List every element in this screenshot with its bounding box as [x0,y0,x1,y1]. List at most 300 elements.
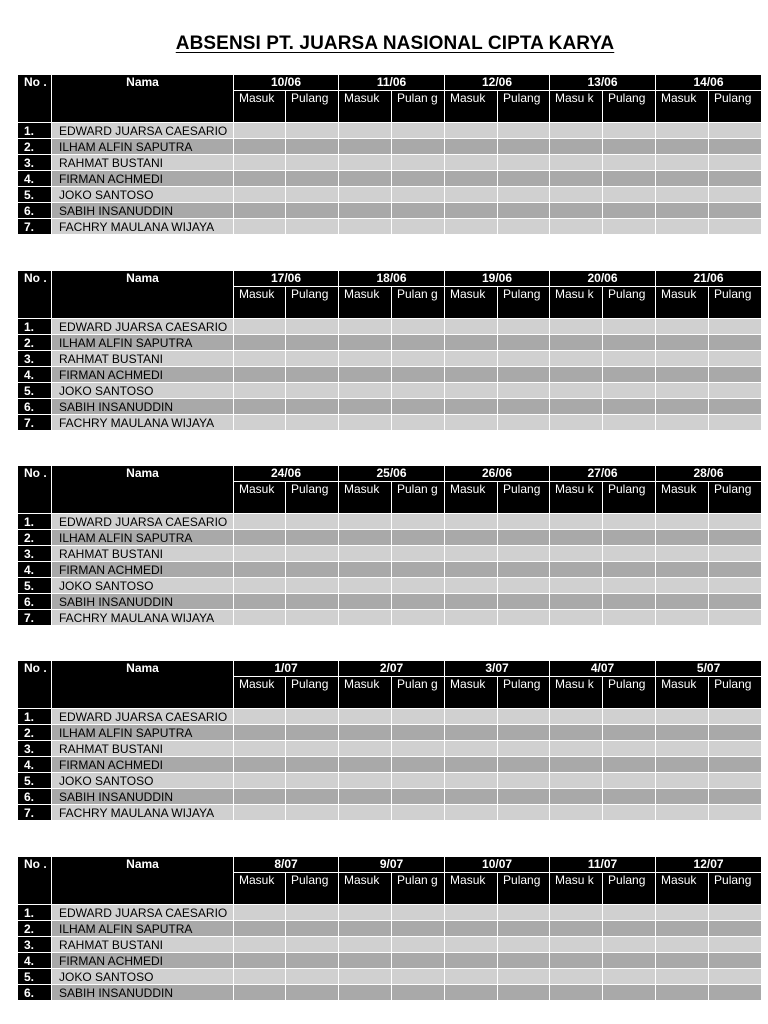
masuk-cell[interactable] [339,139,392,155]
masuk-cell[interactable] [445,709,498,725]
pulang-cell[interactable] [603,123,656,139]
masuk-cell[interactable] [550,773,603,789]
pulang-cell[interactable] [709,725,762,741]
masuk-cell[interactable] [339,123,392,139]
masuk-cell[interactable] [445,155,498,171]
pulang-cell[interactable] [603,773,656,789]
masuk-cell[interactable] [656,155,709,171]
pulang-cell[interactable] [392,757,445,773]
masuk-cell[interactable] [550,578,603,594]
pulang-cell[interactable] [392,805,445,821]
pulang-cell[interactable] [286,335,339,351]
masuk-cell[interactable] [550,789,603,805]
pulang-cell[interactable] [603,319,656,335]
masuk-cell[interactable] [339,171,392,187]
masuk-cell[interactable] [234,383,286,399]
masuk-cell[interactable] [339,789,392,805]
masuk-cell[interactable] [656,139,709,155]
masuk-cell[interactable] [656,741,709,757]
masuk-cell[interactable] [550,985,603,1001]
masuk-cell[interactable] [339,415,392,431]
pulang-cell[interactable] [709,773,762,789]
masuk-cell[interactable] [550,562,603,578]
pulang-cell[interactable] [498,219,550,235]
masuk-cell[interactable] [656,383,709,399]
masuk-cell[interactable] [550,610,603,626]
masuk-cell[interactable] [550,594,603,610]
masuk-cell[interactable] [445,219,498,235]
pulang-cell[interactable] [392,171,445,187]
masuk-cell[interactable] [445,905,498,921]
pulang-cell[interactable] [709,319,762,335]
pulang-cell[interactable] [392,351,445,367]
pulang-cell[interactable] [603,383,656,399]
masuk-cell[interactable] [339,953,392,969]
masuk-cell[interactable] [550,921,603,937]
pulang-cell[interactable] [709,335,762,351]
pulang-cell[interactable] [392,546,445,562]
pulang-cell[interactable] [392,367,445,383]
masuk-cell[interactable] [656,969,709,985]
pulang-cell[interactable] [392,969,445,985]
masuk-cell[interactable] [445,203,498,219]
masuk-cell[interactable] [339,937,392,953]
pulang-cell[interactable] [498,725,550,741]
masuk-cell[interactable] [550,319,603,335]
masuk-cell[interactable] [339,530,392,546]
pulang-cell[interactable] [603,203,656,219]
pulang-cell[interactable] [392,709,445,725]
masuk-cell[interactable] [339,335,392,351]
pulang-cell[interactable] [392,937,445,953]
masuk-cell[interactable] [656,921,709,937]
pulang-cell[interactable] [392,578,445,594]
pulang-cell[interactable] [498,155,550,171]
pulang-cell[interactable] [286,367,339,383]
pulang-cell[interactable] [286,953,339,969]
pulang-cell[interactable] [709,789,762,805]
pulang-cell[interactable] [286,789,339,805]
pulang-cell[interactable] [286,562,339,578]
masuk-cell[interactable] [656,937,709,953]
pulang-cell[interactable] [709,709,762,725]
masuk-cell[interactable] [550,351,603,367]
pulang-cell[interactable] [709,594,762,610]
masuk-cell[interactable] [234,953,286,969]
pulang-cell[interactable] [603,415,656,431]
pulang-cell[interactable] [498,578,550,594]
masuk-cell[interactable] [445,725,498,741]
masuk-cell[interactable] [550,514,603,530]
pulang-cell[interactable] [286,514,339,530]
masuk-cell[interactable] [234,937,286,953]
masuk-cell[interactable] [445,773,498,789]
masuk-cell[interactable] [339,985,392,1001]
masuk-cell[interactable] [550,709,603,725]
masuk-cell[interactable] [550,219,603,235]
pulang-cell[interactable] [392,139,445,155]
masuk-cell[interactable] [550,741,603,757]
pulang-cell[interactable] [286,921,339,937]
masuk-cell[interactable] [339,709,392,725]
pulang-cell[interactable] [392,155,445,171]
pulang-cell[interactable] [286,399,339,415]
pulang-cell[interactable] [709,805,762,821]
masuk-cell[interactable] [234,219,286,235]
masuk-cell[interactable] [550,415,603,431]
masuk-cell[interactable] [656,789,709,805]
pulang-cell[interactable] [498,514,550,530]
pulang-cell[interactable] [603,578,656,594]
masuk-cell[interactable] [445,335,498,351]
pulang-cell[interactable] [392,319,445,335]
masuk-cell[interactable] [550,203,603,219]
masuk-cell[interactable] [339,155,392,171]
masuk-cell[interactable] [656,953,709,969]
masuk-cell[interactable] [234,319,286,335]
masuk-cell[interactable] [550,905,603,921]
masuk-cell[interactable] [550,171,603,187]
masuk-cell[interactable] [656,171,709,187]
pulang-cell[interactable] [709,351,762,367]
pulang-cell[interactable] [709,969,762,985]
pulang-cell[interactable] [286,709,339,725]
masuk-cell[interactable] [339,203,392,219]
masuk-cell[interactable] [656,367,709,383]
pulang-cell[interactable] [498,399,550,415]
masuk-cell[interactable] [339,187,392,203]
masuk-cell[interactable] [339,351,392,367]
masuk-cell[interactable] [445,594,498,610]
masuk-cell[interactable] [445,530,498,546]
pulang-cell[interactable] [498,985,550,1001]
masuk-cell[interactable] [234,187,286,203]
masuk-cell[interactable] [656,187,709,203]
masuk-cell[interactable] [234,709,286,725]
pulang-cell[interactable] [709,546,762,562]
masuk-cell[interactable] [234,969,286,985]
pulang-cell[interactable] [709,415,762,431]
masuk-cell[interactable] [550,530,603,546]
masuk-cell[interactable] [656,319,709,335]
masuk-cell[interactable] [656,985,709,1001]
pulang-cell[interactable] [603,921,656,937]
pulang-cell[interactable] [286,530,339,546]
masuk-cell[interactable] [656,725,709,741]
pulang-cell[interactable] [392,985,445,1001]
pulang-cell[interactable] [392,415,445,431]
pulang-cell[interactable] [286,905,339,921]
masuk-cell[interactable] [234,773,286,789]
pulang-cell[interactable] [392,921,445,937]
pulang-cell[interactable] [286,139,339,155]
pulang-cell[interactable] [392,514,445,530]
pulang-cell[interactable] [709,383,762,399]
masuk-cell[interactable] [656,562,709,578]
masuk-cell[interactable] [339,725,392,741]
pulang-cell[interactable] [286,171,339,187]
pulang-cell[interactable] [392,399,445,415]
masuk-cell[interactable] [445,805,498,821]
masuk-cell[interactable] [445,319,498,335]
pulang-cell[interactable] [709,203,762,219]
pulang-cell[interactable] [498,969,550,985]
masuk-cell[interactable] [339,757,392,773]
masuk-cell[interactable] [656,757,709,773]
pulang-cell[interactable] [709,953,762,969]
pulang-cell[interactable] [498,203,550,219]
masuk-cell[interactable] [234,123,286,139]
masuk-cell[interactable] [234,921,286,937]
masuk-cell[interactable] [234,415,286,431]
pulang-cell[interactable] [286,155,339,171]
masuk-cell[interactable] [550,187,603,203]
masuk-cell[interactable] [234,399,286,415]
pulang-cell[interactable] [603,789,656,805]
masuk-cell[interactable] [234,578,286,594]
pulang-cell[interactable] [392,773,445,789]
masuk-cell[interactable] [550,937,603,953]
pulang-cell[interactable] [498,757,550,773]
masuk-cell[interactable] [339,578,392,594]
pulang-cell[interactable] [498,610,550,626]
pulang-cell[interactable] [392,905,445,921]
pulang-cell[interactable] [498,171,550,187]
pulang-cell[interactable] [286,805,339,821]
pulang-cell[interactable] [498,773,550,789]
pulang-cell[interactable] [286,351,339,367]
masuk-cell[interactable] [339,594,392,610]
pulang-cell[interactable] [603,610,656,626]
masuk-cell[interactable] [445,351,498,367]
pulang-cell[interactable] [603,187,656,203]
masuk-cell[interactable] [656,351,709,367]
pulang-cell[interactable] [709,530,762,546]
pulang-cell[interactable] [603,562,656,578]
pulang-cell[interactable] [392,725,445,741]
masuk-cell[interactable] [234,741,286,757]
pulang-cell[interactable] [498,415,550,431]
pulang-cell[interactable] [498,937,550,953]
masuk-cell[interactable] [445,969,498,985]
pulang-cell[interactable] [603,155,656,171]
masuk-cell[interactable] [550,383,603,399]
masuk-cell[interactable] [339,921,392,937]
pulang-cell[interactable] [392,741,445,757]
pulang-cell[interactable] [498,187,550,203]
masuk-cell[interactable] [339,399,392,415]
masuk-cell[interactable] [234,351,286,367]
pulang-cell[interactable] [603,805,656,821]
masuk-cell[interactable] [339,514,392,530]
masuk-cell[interactable] [339,773,392,789]
masuk-cell[interactable] [234,367,286,383]
pulang-cell[interactable] [498,594,550,610]
pulang-cell[interactable] [498,953,550,969]
masuk-cell[interactable] [550,139,603,155]
masuk-cell[interactable] [234,139,286,155]
pulang-cell[interactable] [498,319,550,335]
masuk-cell[interactable] [656,546,709,562]
masuk-cell[interactable] [656,610,709,626]
pulang-cell[interactable] [709,921,762,937]
pulang-cell[interactable] [603,969,656,985]
masuk-cell[interactable] [339,383,392,399]
masuk-cell[interactable] [339,546,392,562]
masuk-cell[interactable] [445,123,498,139]
pulang-cell[interactable] [603,725,656,741]
masuk-cell[interactable] [445,514,498,530]
pulang-cell[interactable] [286,203,339,219]
masuk-cell[interactable] [339,905,392,921]
masuk-cell[interactable] [445,741,498,757]
pulang-cell[interactable] [498,367,550,383]
pulang-cell[interactable] [392,953,445,969]
masuk-cell[interactable] [550,969,603,985]
pulang-cell[interactable] [392,562,445,578]
masuk-cell[interactable] [656,530,709,546]
pulang-cell[interactable] [498,530,550,546]
masuk-cell[interactable] [656,773,709,789]
masuk-cell[interactable] [550,335,603,351]
masuk-cell[interactable] [445,171,498,187]
pulang-cell[interactable] [392,530,445,546]
pulang-cell[interactable] [603,709,656,725]
pulang-cell[interactable] [603,741,656,757]
masuk-cell[interactable] [656,415,709,431]
masuk-cell[interactable] [550,805,603,821]
masuk-cell[interactable] [550,725,603,741]
pulang-cell[interactable] [709,562,762,578]
masuk-cell[interactable] [234,530,286,546]
masuk-cell[interactable] [656,123,709,139]
masuk-cell[interactable] [445,789,498,805]
pulang-cell[interactable] [498,562,550,578]
masuk-cell[interactable] [445,383,498,399]
pulang-cell[interactable] [603,546,656,562]
pulang-cell[interactable] [498,335,550,351]
masuk-cell[interactable] [445,415,498,431]
masuk-cell[interactable] [445,921,498,937]
pulang-cell[interactable] [286,578,339,594]
masuk-cell[interactable] [445,562,498,578]
pulang-cell[interactable] [392,383,445,399]
pulang-cell[interactable] [709,367,762,383]
pulang-cell[interactable] [498,789,550,805]
masuk-cell[interactable] [550,367,603,383]
pulang-cell[interactable] [709,905,762,921]
masuk-cell[interactable] [234,594,286,610]
masuk-cell[interactable] [656,203,709,219]
pulang-cell[interactable] [498,905,550,921]
masuk-cell[interactable] [445,985,498,1001]
masuk-cell[interactable] [445,139,498,155]
masuk-cell[interactable] [339,562,392,578]
masuk-cell[interactable] [234,789,286,805]
masuk-cell[interactable] [234,985,286,1001]
pulang-cell[interactable] [392,594,445,610]
masuk-cell[interactable] [656,578,709,594]
pulang-cell[interactable] [392,335,445,351]
pulang-cell[interactable] [392,203,445,219]
pulang-cell[interactable] [603,219,656,235]
masuk-cell[interactable] [339,741,392,757]
masuk-cell[interactable] [550,399,603,415]
pulang-cell[interactable] [603,953,656,969]
masuk-cell[interactable] [234,546,286,562]
masuk-cell[interactable] [445,610,498,626]
pulang-cell[interactable] [286,741,339,757]
masuk-cell[interactable] [234,905,286,921]
pulang-cell[interactable] [709,219,762,235]
masuk-cell[interactable] [656,805,709,821]
pulang-cell[interactable] [603,985,656,1001]
pulang-cell[interactable] [603,757,656,773]
masuk-cell[interactable] [339,319,392,335]
masuk-cell[interactable] [234,757,286,773]
pulang-cell[interactable] [498,139,550,155]
masuk-cell[interactable] [445,578,498,594]
pulang-cell[interactable] [709,171,762,187]
pulang-cell[interactable] [286,219,339,235]
pulang-cell[interactable] [709,514,762,530]
masuk-cell[interactable] [445,757,498,773]
masuk-cell[interactable] [339,219,392,235]
pulang-cell[interactable] [603,594,656,610]
pulang-cell[interactable] [709,399,762,415]
pulang-cell[interactable] [392,789,445,805]
pulang-cell[interactable] [709,757,762,773]
pulang-cell[interactable] [603,530,656,546]
pulang-cell[interactable] [603,367,656,383]
masuk-cell[interactable] [234,610,286,626]
masuk-cell[interactable] [234,171,286,187]
masuk-cell[interactable] [339,805,392,821]
pulang-cell[interactable] [498,546,550,562]
masuk-cell[interactable] [234,725,286,741]
pulang-cell[interactable] [603,905,656,921]
pulang-cell[interactable] [709,187,762,203]
pulang-cell[interactable] [286,969,339,985]
masuk-cell[interactable] [445,937,498,953]
pulang-cell[interactable] [286,383,339,399]
pulang-cell[interactable] [498,805,550,821]
pulang-cell[interactable] [286,415,339,431]
masuk-cell[interactable] [234,335,286,351]
pulang-cell[interactable] [392,610,445,626]
masuk-cell[interactable] [339,969,392,985]
masuk-cell[interactable] [445,187,498,203]
pulang-cell[interactable] [498,741,550,757]
masuk-cell[interactable] [550,757,603,773]
masuk-cell[interactable] [656,219,709,235]
pulang-cell[interactable] [498,123,550,139]
pulang-cell[interactable] [603,171,656,187]
masuk-cell[interactable] [234,514,286,530]
pulang-cell[interactable] [286,610,339,626]
masuk-cell[interactable] [234,203,286,219]
pulang-cell[interactable] [603,937,656,953]
pulang-cell[interactable] [286,773,339,789]
masuk-cell[interactable] [445,546,498,562]
masuk-cell[interactable] [445,953,498,969]
masuk-cell[interactable] [550,123,603,139]
pulang-cell[interactable] [603,335,656,351]
pulang-cell[interactable] [286,319,339,335]
pulang-cell[interactable] [709,155,762,171]
masuk-cell[interactable] [445,399,498,415]
pulang-cell[interactable] [498,383,550,399]
